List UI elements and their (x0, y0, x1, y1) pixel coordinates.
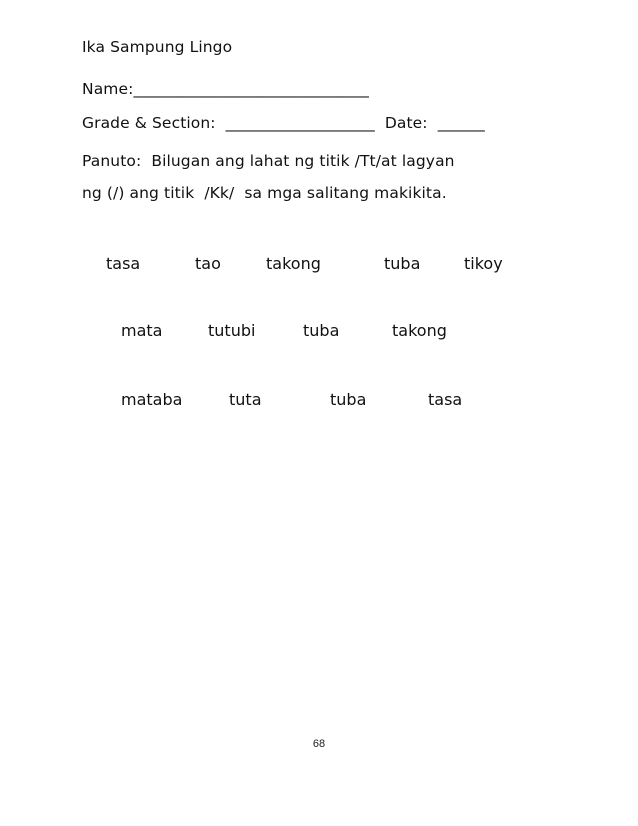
instructions-line-1: Panuto: Bilugan ang lahat ng titik /Tt/at lagyan (82, 152, 455, 170)
word-item: tao (195, 254, 221, 273)
word-item: tasa (428, 390, 463, 409)
page-number: 68 (312, 738, 326, 750)
grade-section-date-line: Grade & Section: ___________________ Date: ______ (82, 114, 485, 132)
word-item: tuba (330, 390, 367, 409)
word-item: tuba (384, 254, 421, 273)
word-item: tuta (229, 390, 262, 409)
word-item: mata (121, 321, 163, 340)
instructions-line-2: ng (/) ang titik /Kk/ sa mga salitang makikita. (82, 184, 447, 202)
week-title: Ika Sampung Lingo (82, 38, 233, 56)
word-item: tasa (106, 254, 141, 273)
word-item: tutubi (208, 321, 256, 340)
word-item: takong (266, 254, 321, 273)
word-item: takong (392, 321, 447, 340)
word-item: tuba (303, 321, 340, 340)
word-item: mataba (121, 390, 183, 409)
name-field-line: Name:______________________________ (82, 80, 369, 98)
word-item: tikoy (464, 254, 503, 273)
